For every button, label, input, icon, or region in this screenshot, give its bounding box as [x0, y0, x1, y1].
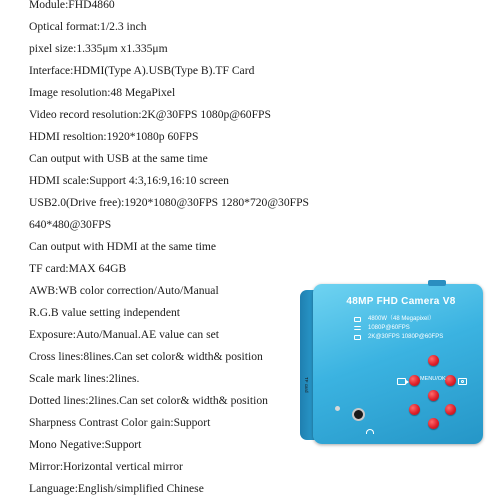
spec-scale-mark: Scale mark lines:2lines.: [29, 372, 140, 385]
tf-card-slot-label: TF card: [304, 377, 309, 393]
hdmi-icon: [354, 326, 361, 330]
up-button[interactable]: [428, 355, 439, 366]
camera-product-image: [300, 282, 486, 447]
spec-usb-simultaneous: Can output with USB at the same time: [29, 152, 208, 165]
photo-icon: [354, 317, 361, 322]
menu-ok-label: MENU/OK: [420, 376, 446, 382]
right-button[interactable]: [445, 375, 456, 386]
spec-video-resolution: Video record resolution:2K@30FPS 1080p@60FPS: [29, 108, 271, 121]
bottom-left-button[interactable]: [409, 404, 420, 415]
spec-language: Language:English/simplified Chinese: [29, 482, 204, 495]
spec-awb: AWB:WB color correction/Auto/Manual: [29, 284, 219, 297]
camera-info-row: [352, 315, 472, 324]
down-button[interactable]: [428, 418, 439, 429]
camera-body: [313, 284, 483, 444]
left-button[interactable]: [409, 375, 420, 386]
spec-hdmi-resolution: HDMI resoltion:1920*1080p 60FPS: [29, 130, 199, 143]
spec-mirror: Mirror:Horizontal vertical mirror: [29, 460, 183, 473]
camera-model-title: 48MP FHD Camera V8: [346, 296, 456, 307]
bottom-right-button[interactable]: [445, 404, 456, 415]
camera-info-row: [352, 324, 472, 333]
camera-info-text: 4800W（48 Megapixel）: [368, 316, 435, 322]
spec-mono-negative: Mono Negative:Support: [29, 438, 142, 451]
usb-port: [352, 408, 365, 421]
spec-module: Module:FHD4860: [29, 0, 115, 11]
spec-hdmi-simultaneous: Can output with HDMI at the same time: [29, 240, 217, 253]
spec-optical-format: Optical format:1/2.3 inch: [29, 20, 147, 33]
spec-tf-card: TF card:MAX 64GB: [29, 262, 127, 275]
power-indicator: [335, 406, 340, 411]
spec-hdmi-scale: HDMI scale:Support 4:3,16:9,16:10 screen: [29, 174, 229, 187]
camera-info-row: [352, 333, 472, 342]
camera-info-text: 1080P@60FPS: [368, 325, 410, 331]
spec-usb2: USB2.0(Drive free):1920*1080@30FPS 1280*720@30FPS: [29, 196, 309, 209]
menu-ok-button[interactable]: [428, 390, 439, 401]
spec-dotted-lines: Dotted lines:2lines.Can set color& width& position: [29, 394, 268, 407]
spec-cross-lines: Cross lines:8lines.Can set color& width& position: [29, 350, 263, 363]
spec-sharpness: Sharpness Contrast Color gain:Support: [29, 416, 211, 429]
video-icon: [354, 335, 361, 340]
spec-interface: Interface:HDMI(Type A).USB(Type B).TF Card: [29, 64, 255, 77]
spec-rgb: R.G.B value setting independent: [29, 306, 181, 319]
camera-info-panel: [352, 315, 472, 342]
wifi-icon: [366, 429, 374, 434]
spec-usb2-640: 640*480@30FPS: [29, 218, 112, 231]
camera-info-text: 2K@30FPS 1080P@60FPS: [368, 334, 444, 340]
record-icon: [397, 378, 406, 385]
spec-exposure: Exposure:Auto/Manual.AE value can set: [29, 328, 219, 341]
camera-top-knob: [428, 280, 446, 286]
spec-image-resolution: Image resolution:48 MegaPixel: [29, 86, 176, 99]
snapshot-icon: [458, 378, 467, 385]
spec-pixel-size: pixel size:1.335μm x1.335μm: [29, 42, 168, 55]
